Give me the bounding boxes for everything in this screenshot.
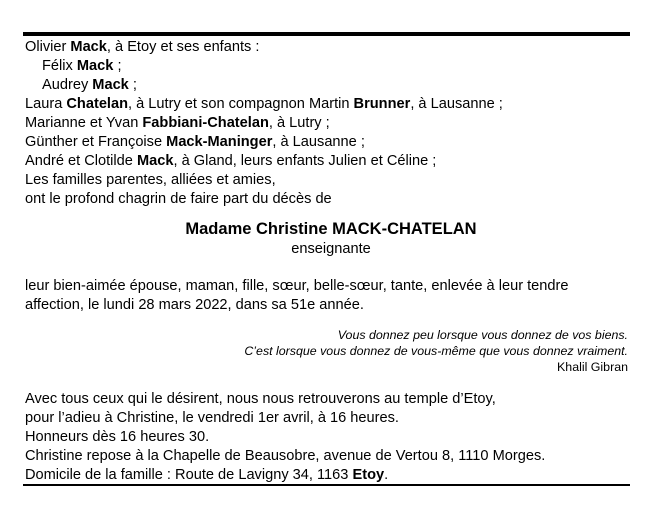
family-line: Marianne et Yvan Fabbiani-Chatelan, à Lutry ; — [25, 115, 330, 131]
family-line: André et Clotilde Mack, à Gland, leurs enfants Julien et Céline ; — [25, 153, 437, 169]
family-line: Günther et Françoise Mack-Maninger, à Lausanne ; — [25, 134, 365, 150]
family-line: Les familles parentes, alliées et amies, — [25, 172, 276, 188]
detail-line: Avec tous ceux qui le désirent, nous nous retrouverons au temple d’Etoy, — [25, 391, 496, 407]
announcement-line: leur bien-aimée épouse, maman, fille, sœur, belle-sœur, tante, enlevée à leur tendre — [25, 278, 569, 294]
quote-author: Khalil Gibran — [557, 360, 628, 374]
quote-line: C’est lorsque vous donnez de vous-même que vous donnez vraiment. — [244, 344, 628, 358]
announcement-line: affection, le lundi 28 mars 2022, dans sa 51e année. — [25, 297, 364, 313]
family-line: Laura Chatelan, à Lutry et son compagnon Martin Brunner, à Lausanne ; — [25, 96, 503, 112]
detail-line: pour l’adieu à Christine, le vendredi 1er avril, à 16 heures. — [25, 410, 399, 426]
family-line: Félix Mack ; — [42, 58, 122, 74]
family-line: Olivier Mack, à Etoy et ses enfants : — [25, 39, 260, 55]
top-rule — [23, 32, 630, 36]
family-line: Audrey Mack ; — [42, 77, 137, 93]
family-line: ont le profond chagrin de faire part du décès de — [25, 191, 332, 207]
deceased-role: enseignante — [291, 241, 371, 257]
bottom-rule — [23, 484, 630, 486]
quote-line: Vous donnez peu lorsque vous donnez de vos biens. — [337, 328, 628, 342]
detail-line: Honneurs dès 16 heures 30. — [25, 429, 210, 445]
detail-line: Domicile de la famille : Route de Lavigny 34, 1163 Etoy. — [25, 467, 389, 483]
detail-line: Christine repose à la Chapelle de Beausobre, avenue de Vertou 8, 1110 Morges. — [25, 448, 546, 464]
deceased-name: Madame Christine MACK-CHATELAN — [185, 220, 477, 238]
